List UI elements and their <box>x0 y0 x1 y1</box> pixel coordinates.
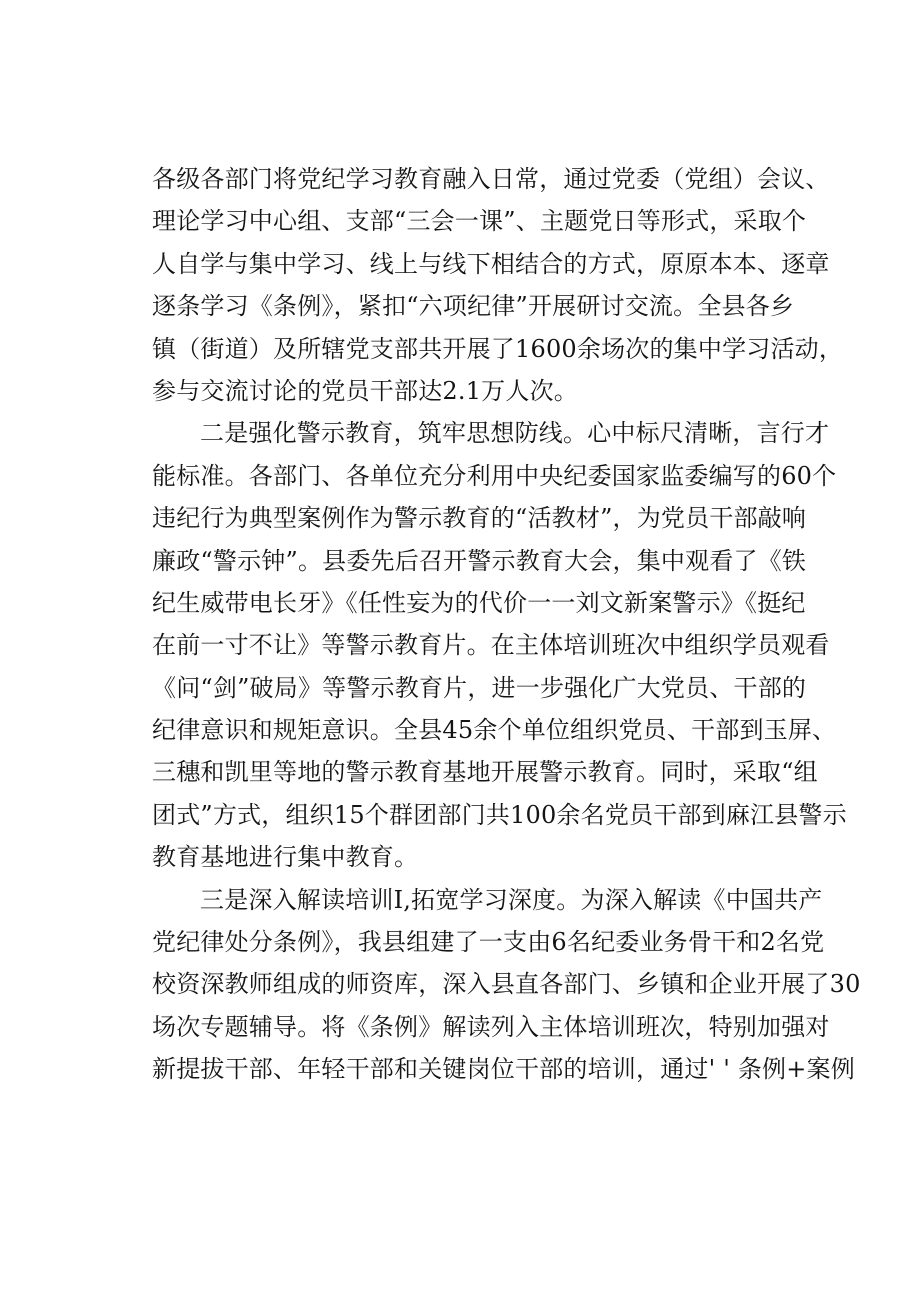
paragraph-line: 三穗和凯里等地的警示教育基地开展警示教育。同时，采取“组 <box>152 758 818 787</box>
paragraph-line: 镇（街道）及所辖党支部共开展了1600余场次的集中学习活动， <box>152 334 844 363</box>
paragraph-line: 二是强化警示教育，筑牢思想防线。心中标尺清晰，言行才 <box>200 419 830 448</box>
paragraph-line: 参与交流讨论的党员干部达2.1万人次。 <box>152 376 578 405</box>
paragraph-line: 场次专题辅导。将《条例》解读列入主体培训班次，特别加强对 <box>152 1012 830 1041</box>
paragraph-line: 违纪行为典型案例作为警示教育的“活教材”，为党员干部敲响 <box>152 504 807 533</box>
paragraph-line: 各级各部门将党纪学习教育融入日常，通过党委（党组）会议、 <box>152 165 830 193</box>
paragraph-line: 新提拔干部、年轻干部和关键岗位干部的培训，通过' ' 条例+案例 <box>152 1055 855 1084</box>
paragraph-line: 党纪律处分条例》，我县组建了一支由6名纪委业务骨干和2名党 <box>152 928 825 957</box>
paragraph-line: 能标准。各部门、各单位充分利用中央纪委国家监委编写的60个 <box>152 461 837 490</box>
paragraph-line: 廉政“警示钟”。县委先后召开警示教育大会，集中观看了《铁 <box>152 546 807 575</box>
paragraph-line: 教育基地进行集中教育。 <box>152 843 419 872</box>
paragraph-line: 《问“剑”破局》等警示教育片，进一步强化广大党员、干部的 <box>152 673 807 702</box>
document-body <box>152 158 861 1091</box>
paragraph-line: 理论学习中心组、支部“三会一课”、主题党日等形式，采取个 <box>152 207 807 236</box>
paragraph-line: 团式”方式，组织15个群团部门共100余名党员干部到麻江县警示 <box>152 800 847 829</box>
paragraph-line: 三是深入解读培训I,拓宽学习深度。为深入解读《中国共产 <box>200 885 823 914</box>
paragraph-line: 纪律意识和规矩意识。全县45余个单位组织党员、干部到玉屏、 <box>152 716 837 745</box>
paragraph-line: 校资深教师组成的师资库，深入县直各部门、乡镇和企业开展了30 <box>152 970 861 999</box>
paragraph-line: 在前一寸不让》等警示教育片。在主体培训班次中组织学员观看 <box>152 631 830 660</box>
paragraph-line: 人自学与集中学习、线上与线下相结合的方式，原原本本、逐章 <box>152 249 830 278</box>
paragraph-line: 逐条学习《条例》，紧扣“六项纪律”开展研讨交流。全县各乡 <box>152 292 795 321</box>
paragraph-line: 纪生威带电长牙》《任性妄为的代价一一刘文新案警示》《挺纪 <box>152 588 806 617</box>
